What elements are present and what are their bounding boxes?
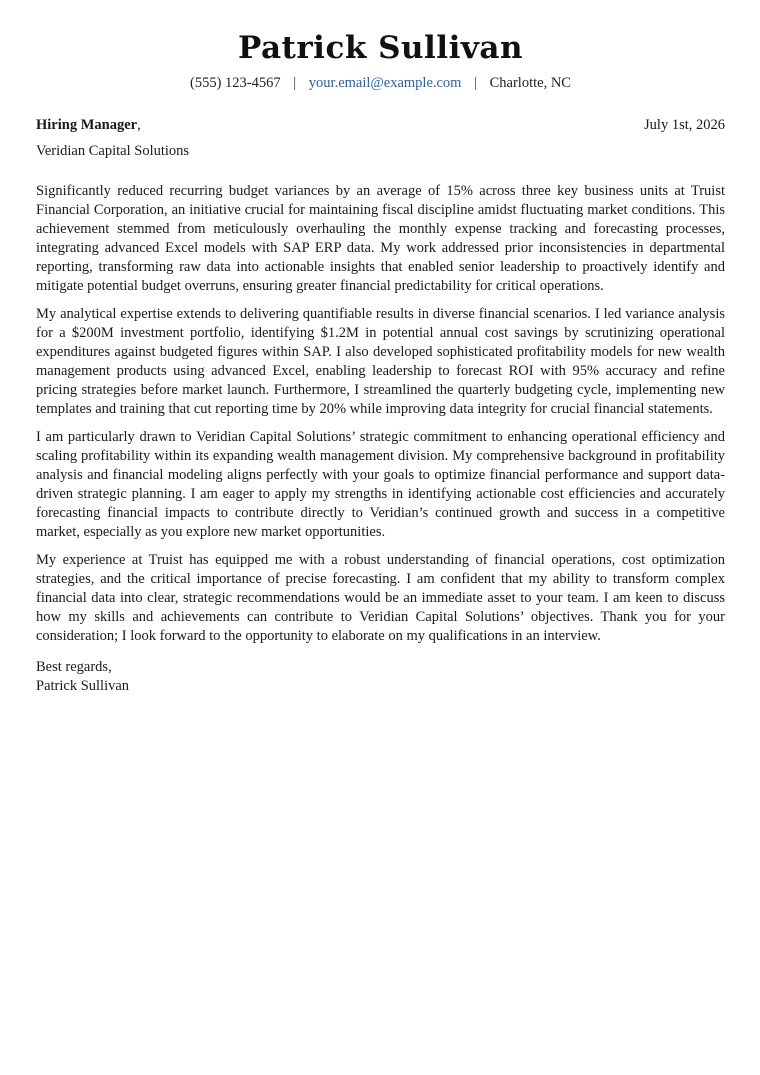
- closing-block: [36, 658, 725, 696]
- contact-separator: |: [293, 75, 297, 91]
- company-name: Veridian Capital Solutions: [36, 143, 190, 159]
- applicant-name: Patrick Sullivan: [237, 30, 524, 66]
- recipient-line: [36, 116, 141, 134]
- phone-number: (555) 123-4567: [190, 75, 281, 91]
- body-paragraph: My experience at Truist has equipped me with a robust understanding of financial operations, cost optimization strategies, and the critical importance of precise forecasting. I am confident that my ability to transform complex financial data into clear, strategic recommendations would be an immediate asset to your team. I am keen to discuss how my skills and achievements can contribute to Veridian Capital Solutions’ objectives. Thank you for your consideration; I look forward to the opportunity to elaborate on my qualifications in an interview.: [36, 552, 725, 644]
- body-paragraph: My analytical expertise extends to delivering quantifiable results in diverse financial scenarios. I led variance analysis for a $200M investment portfolio, identifying $1.2M in potential annual cost savings by scrutinizing operational expenditures against budgeted figures within SAP. I also developed sophisticated profitability models for new wealth management products using advanced Excel, enabling leadership to forecast ROI with 95% accuracy and refine pricing strategies before market launch. Furthermore, I streamlined the quarterly budgeting cycle, implementing new templates and training that cut reporting time by 20% while improving data integrity for crucial financial statements.: [36, 306, 725, 417]
- location: Charlotte, NC: [489, 75, 571, 91]
- body-paragraph: I am particularly drawn to Veridian Capital Solutions’ strategic commitment to enhancing operational efficiency and scaling profitability within its expanding wealth management division. My comprehensive background in profitability analysis and financial modeling aligns perfectly with your goals to optimize financial performance and support data-driven strategic planning. I am eager to apply my strengths in identifying actionable cost efficiencies and accurately forecasting financial impacts to contribute directly to Veridian’s continued growth and success in a competitive market, especially as you explore new market opportunities.: [36, 429, 725, 540]
- cover-letter-page: [36, 0, 725, 696]
- contact-line: [36, 74, 725, 92]
- contact-separator: |: [474, 75, 477, 91]
- recipient-date-row: [36, 116, 725, 134]
- letter-body: [36, 182, 725, 646]
- email-link[interactable]: your.email@example.com: [308, 75, 462, 91]
- signature-name: Patrick Sullivan: [36, 678, 130, 694]
- recipient-title: Hiring Manager: [36, 117, 138, 133]
- body-paragraph: Significantly reduced recurring budget variances by an average of 15% across three key business units at Truist Financial Corporation, an initiative crucial for maintaining fiscal discipline amidst fluctuating market conditions. This achievement stemmed from meticulously overhauling the monthly expense tracking and forecasting processes, integrating advanced Excel models with SAP ERP data. My work addressed prior inconsistencies in departmental reporting, transforming raw data into actionable insights that enabled senior leadership to proactively identify and mitigate potential budget overruns, ensuring greater financial predictability for critical operations.: [36, 183, 725, 294]
- letter-date: July 1st, 2026: [644, 117, 725, 133]
- recipient-suffix: ,: [137, 117, 141, 133]
- closing-salutation: Best regards,: [36, 659, 112, 675]
